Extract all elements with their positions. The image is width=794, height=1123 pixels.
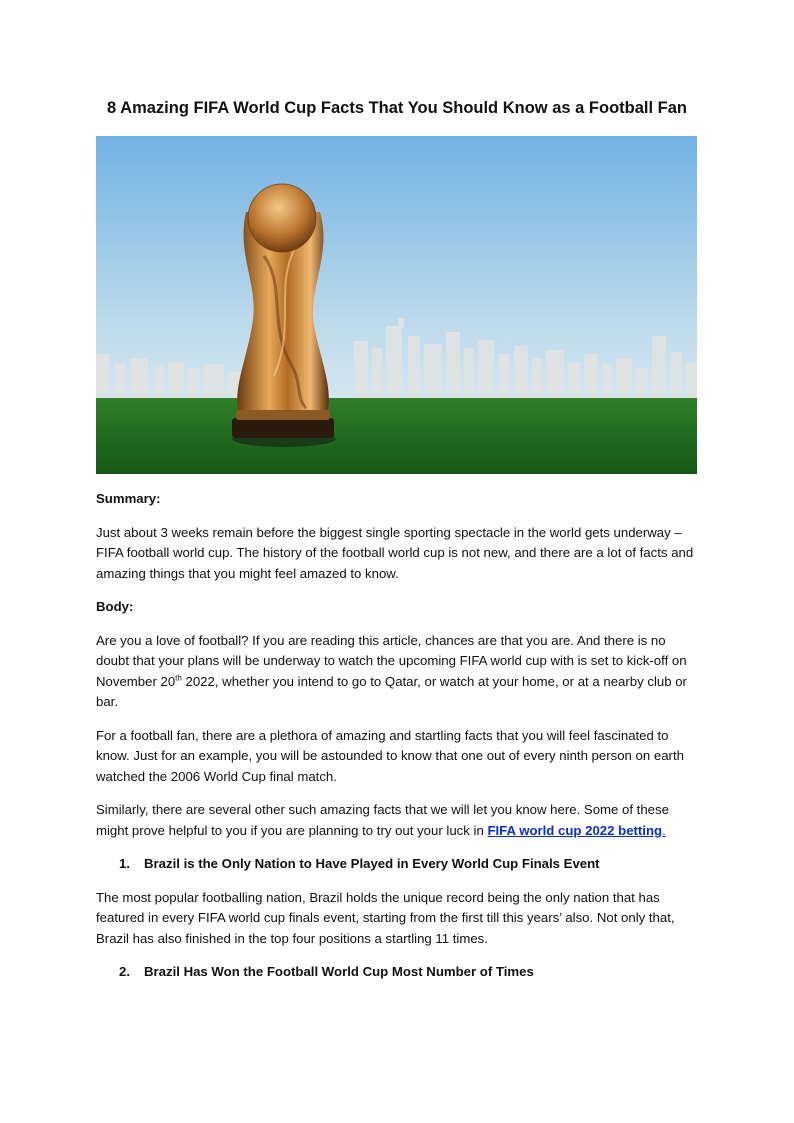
- body-paragraph-1-end: 2022, whether you intend to go to Qatar, or watch at your home, or at a nearby club or bar.: [96, 673, 687, 709]
- body-heading: Body:: [96, 599, 134, 614]
- article-body: [96, 489, 698, 996]
- fact-1-paragraph: The most popular footballing nation, Brazil holds the unique record being the only nation that has featured in every FIFA world cup finals event, starting from the first till this years’ also. Not only that, Brazil has also finished in the top four positions a startling 11 times.: [96, 889, 675, 946]
- body-paragraph-1: [96, 631, 698, 713]
- body-paragraph-3-text: Similarly, there are several other such amazing facts that we will let you know here. Some of these might prove helpful to you if you are planning to try out your luck in: [96, 802, 669, 838]
- hero-image-trophy: [96, 136, 697, 474]
- ordinal-suffix: th: [175, 673, 182, 683]
- list-heading-text: Brazil Has Won the Football World Cup Most Number of Times: [144, 964, 534, 979]
- body-paragraph-2: For a football fan, there are a plethora of amazing and startling facts that you will feel fascinated to know. Just for an example, you will be astounded to know that one out of every ninth person on earth watched the 2006 World Cup final match.: [96, 727, 684, 784]
- document-title: 8 Amazing FIFA World Cup Facts That You Should Know as a Football Fan: [107, 99, 687, 117]
- body-paragraph-3-period: .: [662, 822, 666, 838]
- body-paragraph-3: [96, 800, 698, 841]
- fact-1-heading: [96, 854, 698, 875]
- summary-paragraph: Just about 3 weeks remain before the biggest single sporting spectacle in the world gets underway – FIFA football world cup. The history of the football world cup is not new, and there are a lot of facts and amazing things that you might feel amazed to know.: [96, 524, 694, 581]
- list-heading-text: Brazil is the Only Nation to Have Played in Every World Cup Finals Event: [144, 856, 600, 871]
- list-number: 2.: [119, 964, 130, 979]
- body-paragraph-1-start: Are you a love of football? If you are reading this article, chances are that you are. And there is no doubt that your plans will be underway to watch the upcoming FIFA world cup with is set to kick-off on November 20: [96, 632, 687, 689]
- betting-link[interactable]: FIFA world cup 2022 betting: [487, 822, 663, 838]
- summary-heading: Summary:: [96, 491, 161, 506]
- fact-2-heading: [96, 962, 698, 983]
- list-number: 1.: [119, 856, 130, 871]
